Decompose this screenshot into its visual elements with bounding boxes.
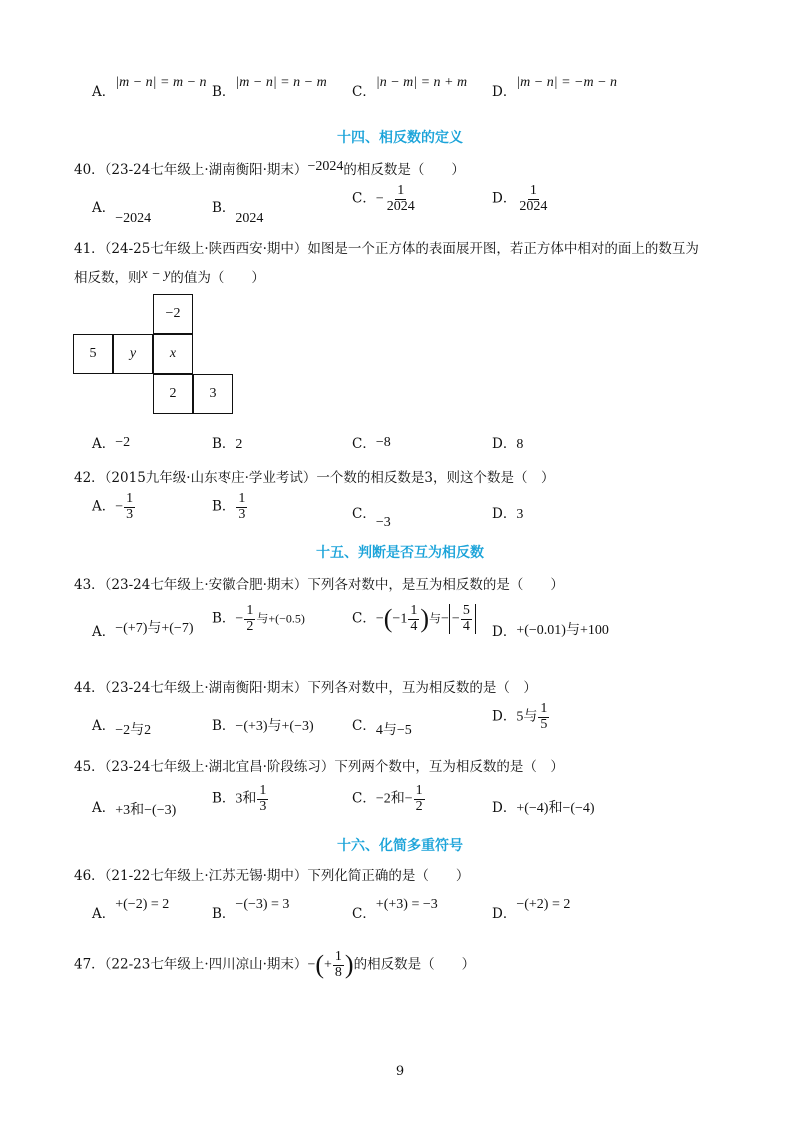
section-heading-15: 十五、判断是否互为相反数 — [316, 545, 484, 561]
question-40-option-d: D． $\frac{1}{2024}$ — [492, 183, 548, 214]
section-heading-16: 十六、化简多重符号 — [337, 838, 463, 854]
question-41-line1: 41．（24-25七年级上·陕西西安·期中）如图是一个正方体的表面展开图，若正方体中相对的面上的数互为 — [74, 241, 699, 257]
net-cell-bottom1: 2 — [153, 374, 193, 414]
question-41-option-a: A．−2 — [92, 435, 131, 452]
question-43-option-c: C．−(−1 $\frac{1}{4}$ )与− − $\frac{5}{4}$ — [352, 604, 476, 634]
net-cell-center: x — [153, 334, 193, 374]
question-46-option-c: C．+(+3) = −3 — [352, 897, 438, 922]
question-40-option-b: B．2024 — [212, 200, 264, 226]
question-42-option-b: B． $\frac{1}{3}$ — [212, 491, 246, 522]
q39-option-a: A．|m − n| = m − n — [92, 75, 207, 100]
question-46-option-a: A．+(−2) = 2 — [92, 897, 170, 922]
question-41-option-d: D．8 — [492, 436, 524, 452]
question-45-option-a: A．+3和−(−3) — [92, 800, 177, 818]
net-cell-top: −2 — [153, 294, 193, 334]
question-41-option-c: C．−8 — [352, 435, 391, 452]
q39-option-c: C．|n − m| = n + m — [352, 75, 468, 100]
question-46-stem: 46．（21-22七年级上·江苏无锡·期中）下列化简正确的是（ ） — [74, 868, 470, 884]
section-heading-14: 十四、相反数的定义 — [337, 130, 463, 146]
question-40-option-c: C．− $\frac{1}{2024}$ — [352, 183, 415, 214]
question-45-option-b: B．3和 $\frac{1}{3}$ — [212, 783, 267, 814]
question-46-option-b: B．−(−3) = 3 — [212, 897, 290, 922]
q39-option-d: D．|m − n| = −m − n — [492, 75, 618, 100]
net-cell-bottom2: 3 — [193, 374, 233, 414]
question-47-stem: 47．（22-23七年级上·四川凉山·期末）−(+ $\frac{1}{8}$ )的相反数是（ ） — [74, 949, 476, 980]
question-45-stem: 45．（23-24七年级上·湖北宜昌·阶段练习）下列两个数中，互为相反数的是（ ） — [74, 759, 564, 775]
question-40-option-a: A．−2024 — [92, 200, 152, 226]
question-44-option-a: A．−2与2 — [92, 718, 152, 738]
question-45-option-c: C．−2和− $\frac{1}{2}$ — [352, 783, 423, 814]
net-cell-left1: 5 — [73, 334, 113, 374]
question-42-option-a: A．− $\frac{1}{3}$ — [92, 491, 134, 522]
question-44-option-b: B．−(+3)与+(−3) — [212, 718, 314, 734]
question-46-option-d: D．−(+2) = 2 — [492, 897, 571, 922]
question-42-option-d: D．3 — [492, 506, 524, 522]
q39-option-b: B．|m − n| = n − m — [212, 75, 327, 100]
question-42-stem: 42．（2015九年级·山东枣庄·学业考试）一个数的相反数是3，则这个数是（ ） — [74, 470, 555, 486]
question-44-option-d: D．5与 $\frac{1}{5}$ — [492, 701, 548, 732]
question-43-option-a: A．−(+7)与+(−7) — [92, 621, 194, 640]
question-41-option-b: B．2 — [212, 436, 243, 452]
question-44-stem: 44．（23-24七年级上·湖南衡阳·期末）下列各对数中，互为相反数的是（ ） — [74, 680, 537, 696]
question-45-option-d: D．+(−4)和−(−4) — [492, 800, 595, 816]
question-43-stem: 43．（23-24七年级上·安徽合肥·期末）下列各对数中，是互为相反数的是（ ） — [74, 577, 564, 593]
question-43-option-b: B．− $\frac{1}{2}$ 与+(−0.5) — [212, 603, 305, 634]
question-40-stem: 40．（23-24七年级上·湖南衡阳·期末）−2024的相反数是（ ） — [74, 159, 465, 178]
page-number: 9 — [395, 1064, 405, 1079]
net-cell-left2: y — [113, 334, 153, 374]
question-43-option-d: D．+(−0.01)与+100 — [492, 623, 609, 640]
question-41-line2: 相反数，则x − y的值为（ ） — [74, 267, 265, 286]
question-44-option-c: C．4与−5 — [352, 718, 412, 738]
question-42-option-c: C．−3 — [352, 506, 391, 530]
